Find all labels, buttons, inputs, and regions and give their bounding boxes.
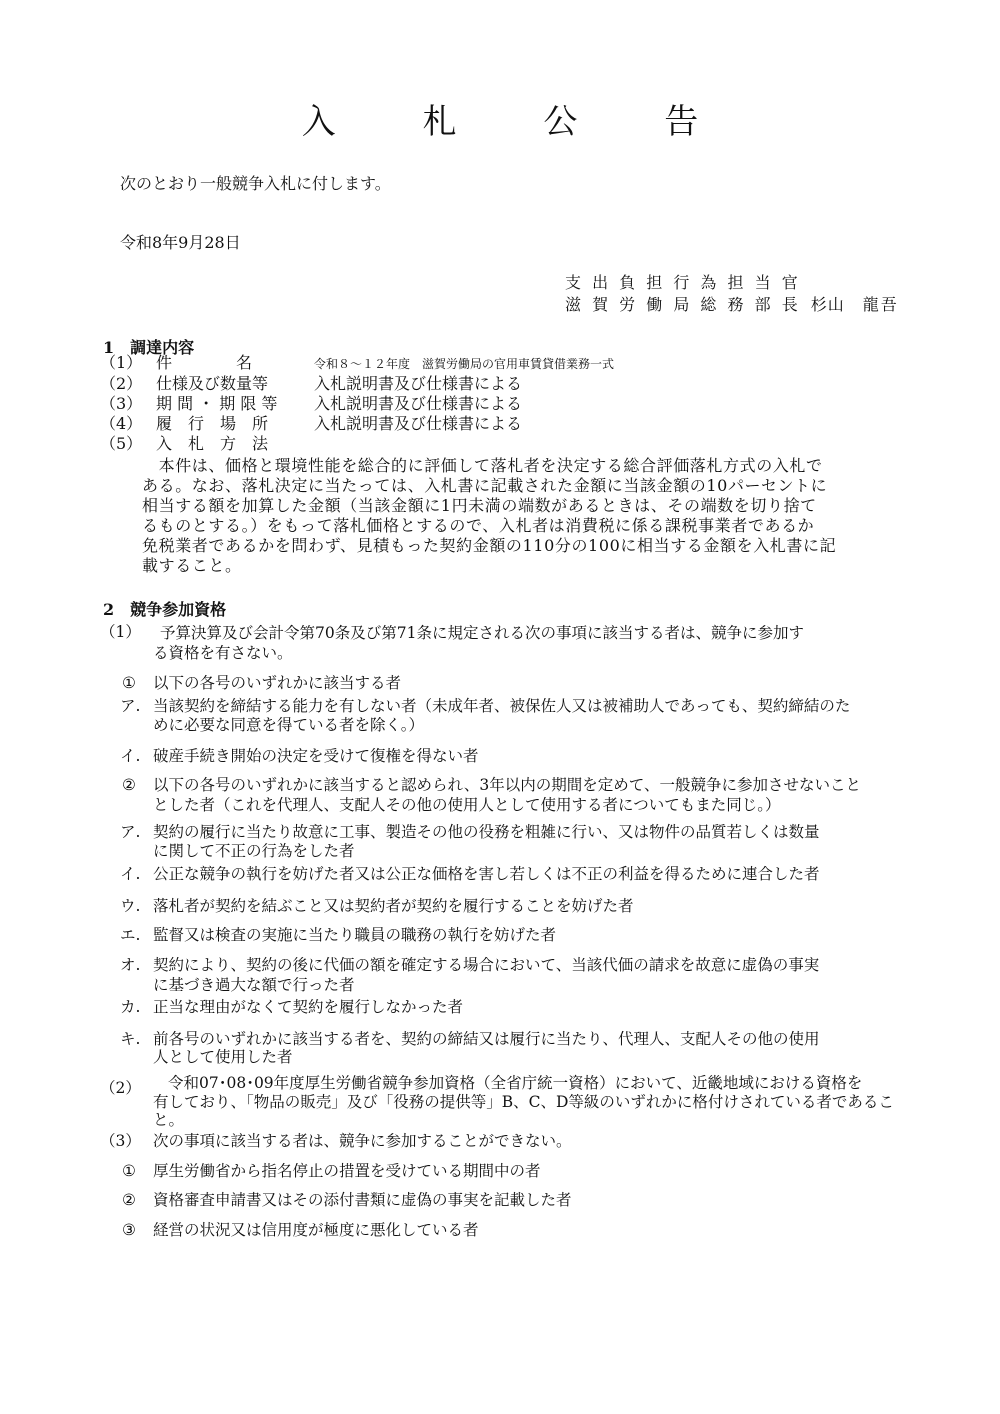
issuer-surname: 杉山 [810,295,845,314]
item-value: 入札説明書及び仕様書による [314,374,523,393]
item-label: 期 間 ・ 期 限 等 [156,394,278,413]
clause-text-line: 令和07･08･09年度厚生労働省競争参加資格（全省庁統一資格）において、近畿地域における資格を [168,1074,863,1092]
intro-text: 次のとおり一般競争入札に付します。 [120,174,391,193]
item-number: （3） [100,394,143,413]
item-label: 履 行 場 所 [156,414,269,433]
clause-text-line: 次の事項に該当する者は、競争に参加することができない。 [153,1132,572,1150]
item-mark: ア. [120,697,141,715]
issuer-name-line [565,294,899,316]
item-label: 仕様及び数量等 [156,374,269,393]
clause-text-line: 予算決算及び会計令第70条及び第71条に規定される次の事項に該当する者は、競争に参加す [160,624,804,642]
item-value: 入札説明書及び仕様書による [314,394,523,413]
item-mark: エ. [120,926,141,944]
item-number: （4） [100,414,143,433]
sub-clause-text: 資格審査申請書又はその添付書類に虚偽の事実を記載した者 [153,1191,572,1209]
section2-heading: 2 競争参加資格 [103,600,227,619]
item-mark: ア. [120,823,141,841]
item-number: （2） [100,374,143,393]
item-mark: キ. [120,1030,141,1048]
issuer-title: 支 出 負 担 行 為 担 当 官 [565,273,801,292]
item-text-line: めに必要な同意を得ている者を除く。） [153,716,424,734]
sub-clause-text: 以下の各号のいずれかに該当すると認められ、3年以内の期間を定めて、一般競争に参加させないこと [153,776,861,794]
clause-number: （2） [100,1079,141,1097]
item-mark: ウ. [120,897,141,915]
procurement-item-row [100,434,314,454]
item-text-line: 契約の履行に当たり故意に工事、製造その他の役務を粗雑に行い、又は物件の品質若しくは数量 [153,823,820,841]
document-title: 入 札 公 告 [301,102,737,142]
clause-number: （1） [100,623,141,641]
procurement-item-row [100,374,522,394]
circled-number: ③ [122,1221,136,1239]
sub-clause-text: 以下の各号のいずれかに該当する者 [153,674,402,692]
sub-clause-text: とした者（これを代理人、支配人その他の使用人として使用する者についてもまた同じ。） [153,796,781,814]
circled-number: ② [122,776,136,794]
procurement-item-row [100,414,522,434]
item-number: （5） [100,434,143,453]
item-text-line: 人として使用した者 [153,1048,293,1066]
circled-number: ② [122,1191,136,1209]
item-text-line: 契約により、契約の後に代価の額を確定する場合において、当該代価の請求を故意に虚偽の事実 [153,956,820,974]
sub-clause-text: 厚生労働省から指名停止の措置を受けている期間中の者 [153,1162,541,1180]
clause-number: （3） [100,1132,141,1150]
procurement-item-row [100,394,522,414]
item-text-line: に関して不正の行為をした者 [153,842,355,860]
clause-text-line: る資格を有さない。 [153,644,293,662]
item-mark: カ. [120,998,141,1016]
paragraph-line: るものとする。）をもって落札価格とするので、入札者は消費税に係る課税事業者であるか [142,516,815,535]
bid-method-text [142,456,902,576]
issuer-given-name: 龍吾 [862,295,899,314]
circled-number: ① [122,1162,136,1180]
item-label: 件 名 [156,353,253,372]
item-mark: オ. [120,956,141,974]
paragraph-line: 免税業者であるかを問わず、見積もった契約金額の110分の100に相当する金額を入札書に記 [142,536,837,555]
clause-text-line: 有しており、「物品の販売」及び「役務の提供等」B、C、D等級のいずれかに格付けされている者であるこ [153,1093,894,1111]
item-text-line: 破産手続き開始の決定を受けて復権を得ない者 [153,747,479,765]
item-value: 入札説明書及び仕様書による [314,414,523,433]
item-mark: イ. [120,747,141,765]
clause-text-line: と。 [153,1111,185,1129]
item-text-line: 監督又は検査の実施に当たり職員の職務の執行を妨げた者 [153,926,557,944]
procurement-item-row [100,353,614,374]
item-value: 令和８～１２年度 滋賀労働局の官用車賃貸借業務一式 [314,357,615,371]
item-text-line: 正当な理由がなくて契約を履行しなかった者 [153,998,464,1016]
item-text-line: 公正な競争の執行を妨げた者又は公正な価格を害し若しくは不正の利益を得るために連合した者 [153,865,820,883]
paragraph-line: ある。なお、落札決定に当たっては、入札書に記載された金額に当該金額の10パーセントに [142,476,828,495]
item-text-line: 当該契約を締結する能力を有しない者（未成年者、被保佐人又は被補助人であっても、契約締結のた [153,697,851,715]
sub-clause-text: 経営の状況又は信用度が極度に悪化している者 [153,1221,479,1239]
notice-date: 令和8年9月28日 [120,233,241,252]
circled-number: ① [122,674,136,692]
section1-heading: 1 調達内容 [103,338,195,357]
item-mark: イ. [120,865,141,883]
item-text-line: 落札者が契約を結ぶこと又は契約者が契約を履行することを妨げた者 [153,897,634,915]
item-number: （1） [100,353,143,372]
item-text-line: 前各号のいずれかに該当する者を、契約の締結又は履行に当たり、代理人、支配人その他の使用 [153,1030,820,1048]
item-text-line: に基づき過大な額で行った者 [153,976,355,994]
paragraph-line: 本件は、価格と環境性能を総合的に評価して落札者を決定する総合評価落札方式の入札で [142,456,823,475]
issuer-organization: 滋 賀 労 働 局 総 務 部 長 [565,295,801,314]
item-label: 入 札 方 法 [156,434,269,453]
paragraph-line: 相当する額を加算した金額（当該金額に1円未満の端数があるときは、その端数を切り捨て [142,496,817,515]
paragraph-line: 載すること。 [142,556,242,575]
